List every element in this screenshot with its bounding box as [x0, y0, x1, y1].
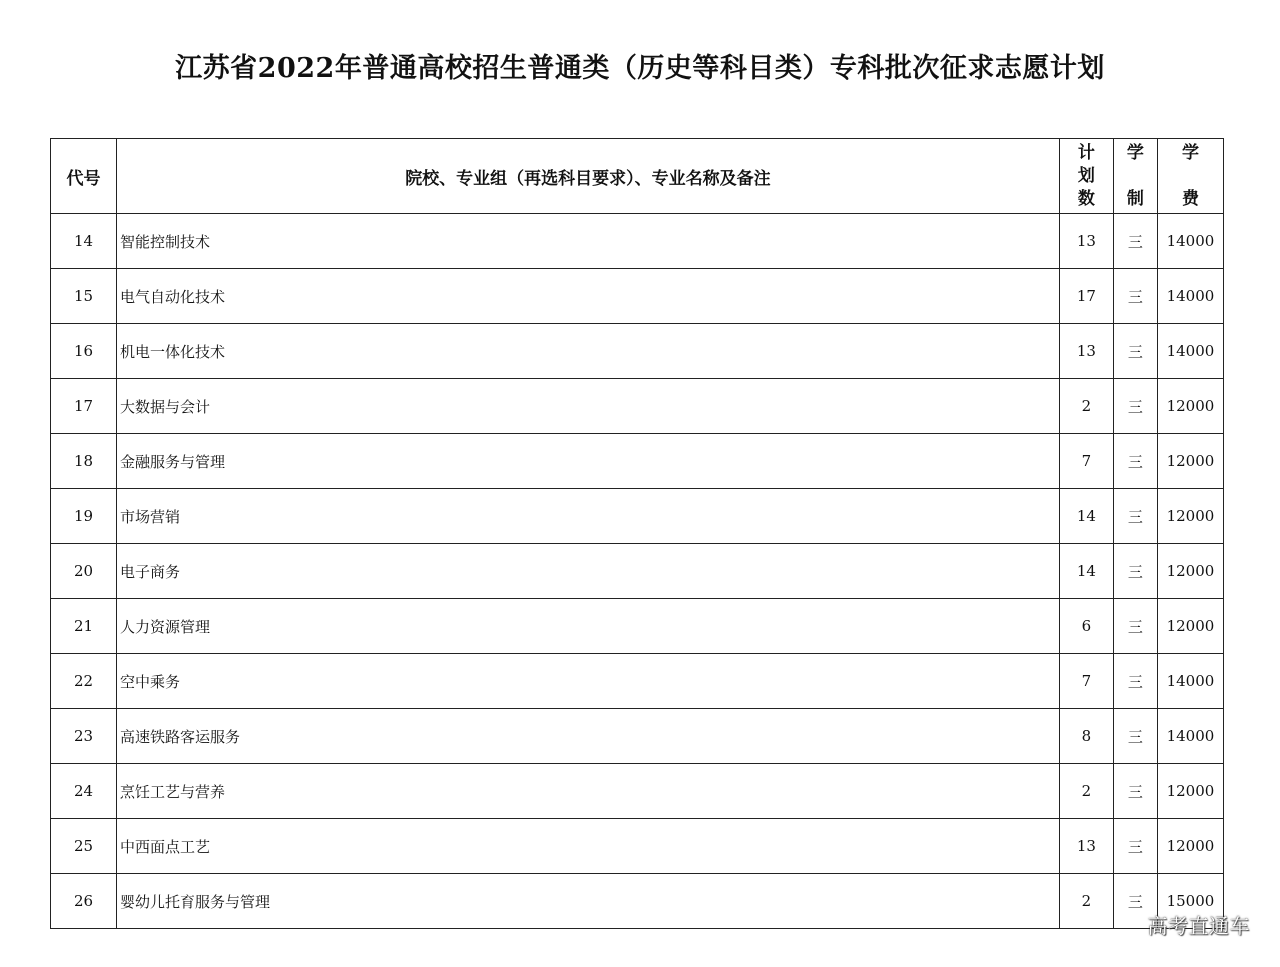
cell-code: 18	[51, 434, 117, 489]
table-row	[51, 269, 1224, 324]
cell-fee: 12000	[1157, 599, 1223, 654]
cell-length: 三	[1113, 434, 1157, 489]
header-fee-char: 费	[1181, 189, 1199, 209]
cell-code: 17	[51, 379, 117, 434]
cell-length: 三	[1113, 489, 1157, 544]
header-plan-char: 计	[1077, 143, 1095, 163]
cell-code: 25	[51, 819, 117, 874]
header-name: 院校、专业组（再选科目要求）、专业名称及备注	[117, 139, 1060, 214]
header-plan-char: 划	[1077, 166, 1095, 186]
cell-plan: 13	[1059, 214, 1113, 269]
cell-code: 16	[51, 324, 117, 379]
table-row	[51, 489, 1224, 544]
cell-name: 空中乘务	[117, 654, 1060, 709]
cell-fee: 14000	[1157, 214, 1223, 269]
cell-fee: 12000	[1157, 544, 1223, 599]
cell-plan: 13	[1059, 819, 1113, 874]
cell-length: 三	[1113, 654, 1157, 709]
cell-fee: 15000	[1157, 874, 1223, 929]
cell-name: 人力资源管理	[117, 599, 1060, 654]
cell-length: 三	[1113, 214, 1157, 269]
cell-length: 三	[1113, 874, 1157, 929]
cell-plan: 6	[1059, 599, 1113, 654]
table-header-row	[51, 139, 1224, 214]
table-row	[51, 654, 1224, 709]
table-row	[51, 214, 1224, 269]
header-length-char: 制	[1126, 189, 1144, 209]
cell-length: 三	[1113, 819, 1157, 874]
cell-length: 三	[1113, 379, 1157, 434]
table-row	[51, 764, 1224, 819]
table-row	[51, 544, 1224, 599]
watermark: 高考直通车	[1147, 914, 1250, 938]
cell-plan: 14	[1059, 544, 1113, 599]
cell-plan: 8	[1059, 709, 1113, 764]
cell-code: 22	[51, 654, 117, 709]
cell-fee: 12000	[1157, 489, 1223, 544]
cell-code: 21	[51, 599, 117, 654]
table-row	[51, 379, 1224, 434]
cell-name: 电气自动化技术	[117, 269, 1060, 324]
cell-name: 大数据与会计	[117, 379, 1060, 434]
table-row	[51, 874, 1224, 929]
cell-name: 婴幼儿托育服务与管理	[117, 874, 1060, 929]
cell-length: 三	[1113, 269, 1157, 324]
cell-name: 中西面点工艺	[117, 819, 1060, 874]
cell-plan: 2	[1059, 379, 1113, 434]
cell-plan: 14	[1059, 489, 1113, 544]
page-title: 江苏省2022年普通高校招生普通类（历史等科目类）专科批次征求志愿计划	[175, 53, 1105, 84]
cell-plan: 7	[1059, 654, 1113, 709]
cell-name: 烹饪工艺与营养	[117, 764, 1060, 819]
cell-length: 三	[1113, 599, 1157, 654]
cell-name: 市场营销	[117, 489, 1060, 544]
cell-code: 26	[51, 874, 117, 929]
header-plan-char: 数	[1077, 189, 1095, 209]
cell-fee: 12000	[1157, 434, 1223, 489]
cell-plan: 7	[1059, 434, 1113, 489]
cell-fee: 14000	[1157, 654, 1223, 709]
table-row	[51, 324, 1224, 379]
cell-fee: 12000	[1157, 379, 1223, 434]
cell-name: 机电一体化技术	[117, 324, 1060, 379]
cell-name: 高速铁路客运服务	[117, 709, 1060, 764]
cell-name: 电子商务	[117, 544, 1060, 599]
table-row	[51, 434, 1224, 489]
table-row	[51, 709, 1224, 764]
cell-fee: 12000	[1157, 819, 1223, 874]
cell-fee: 12000	[1157, 764, 1223, 819]
cell-code: 23	[51, 709, 117, 764]
cell-plan: 13	[1059, 324, 1113, 379]
header-length	[1113, 139, 1157, 214]
cell-name: 金融服务与管理	[117, 434, 1060, 489]
cell-plan: 17	[1059, 269, 1113, 324]
header-fee-char: 学	[1181, 143, 1199, 163]
cell-name: 智能控制技术	[117, 214, 1060, 269]
header-plan	[1059, 139, 1113, 214]
cell-fee: 14000	[1157, 709, 1223, 764]
cell-code: 19	[51, 489, 117, 544]
cell-code: 14	[51, 214, 117, 269]
cell-length: 三	[1113, 324, 1157, 379]
cell-length: 三	[1113, 764, 1157, 819]
enrollment-plan-table	[50, 138, 1224, 929]
cell-code: 20	[51, 544, 117, 599]
cell-fee: 14000	[1157, 269, 1223, 324]
cell-plan: 2	[1059, 764, 1113, 819]
header-length-char: 学	[1126, 143, 1144, 163]
header-code: 代号	[51, 139, 117, 214]
cell-fee: 14000	[1157, 324, 1223, 379]
header-fee	[1157, 139, 1223, 214]
table-row	[51, 819, 1224, 874]
cell-code: 15	[51, 269, 117, 324]
table-row	[51, 599, 1224, 654]
cell-length: 三	[1113, 709, 1157, 764]
cell-length: 三	[1113, 544, 1157, 599]
cell-code: 24	[51, 764, 117, 819]
cell-plan: 2	[1059, 874, 1113, 929]
